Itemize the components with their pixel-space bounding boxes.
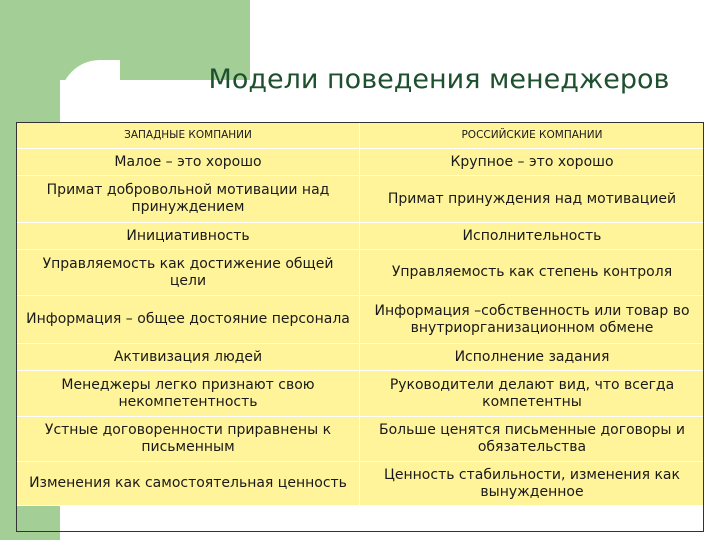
table-cell-western: Управляемость как достижение общей цели (17, 250, 360, 296)
table-cell-russian: Исполнительность (360, 223, 705, 250)
table-row (17, 223, 705, 250)
table-header-row (17, 123, 705, 149)
table-cell-western: Малое – это хорошо (17, 149, 360, 176)
table-cell-russian: Исполнение задания (360, 344, 705, 371)
table-cell-western: Активизация людей (17, 344, 360, 371)
table-cell-western: Примат добровольной мотивации над принуждением (17, 176, 360, 223)
table-cell-russian: Примат принуждения над мотивацией (360, 176, 705, 223)
table-cell-western: Менеджеры легко признают свою некомпетентность (17, 371, 360, 417)
table-cell-russian: Ценность стабильности, изменения как вынужденное (360, 462, 705, 506)
table-row (17, 417, 705, 462)
slide-title: Модели поведения менеджеров (208, 64, 670, 95)
table-cell-western: Инициативность (17, 223, 360, 250)
table-cell-western: Изменения как самостоятельная ценность (17, 462, 360, 506)
table-cell-western: Информация – общее достояние персонала (17, 296, 360, 344)
table-row (17, 371, 705, 417)
header-western-companies: ЗАПАДНЫЕ КОМПАНИИ (17, 123, 360, 149)
header-russian-companies: РОССИЙСКИЕ КОМПАНИИ (360, 123, 705, 149)
table-cell-western: Устные договоренности приравнены к письменным (17, 417, 360, 462)
table-cell-russian: Руководители делают вид, что всегда компетентны (360, 371, 705, 417)
table-cell-russian: Управляемость как степень контроля (360, 250, 705, 296)
table-cell-russian: Больше ценятся письменные договоры и обязательства (360, 417, 705, 462)
table-cell-russian: Информация –собственность или товар во внутриорганизационном обмене (360, 296, 705, 344)
table-row (17, 149, 705, 176)
table-row (17, 176, 705, 223)
table-row (17, 250, 705, 296)
table-row (17, 344, 705, 371)
table-row (17, 462, 705, 506)
table-row (17, 296, 705, 344)
comparison-table (16, 122, 705, 506)
table-cell-russian: Крупное – это хорошо (360, 149, 705, 176)
